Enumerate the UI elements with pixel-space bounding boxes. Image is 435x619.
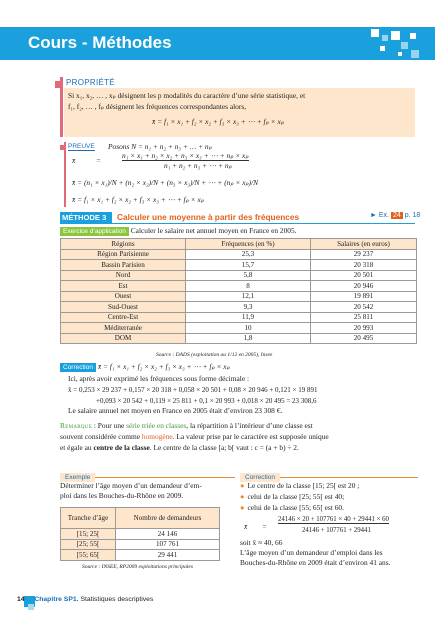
remarque-line xyxy=(60,442,415,453)
demandeurs-cell: 29 441 xyxy=(116,550,220,561)
salaire-cell: 20 542 xyxy=(311,302,417,313)
region-cell: Bassin Parisien xyxy=(61,260,186,271)
region-cell: Est xyxy=(61,281,186,292)
remarque-text: et égale au xyxy=(60,443,94,452)
chapter-label: Chapitre SP1. xyxy=(34,596,79,603)
salaire-cell: 19 891 xyxy=(311,291,417,302)
correction-line2: x̄ = 0,253 × 29 237 + 0,157 × 20 318 + 0,058 × 20 501 + 0,08 × 20 946 + 0,121 × 19 891 xyxy=(68,386,318,394)
frequence-cell: 10 xyxy=(186,323,311,334)
correction-row xyxy=(60,362,230,373)
region-cell: Ouest xyxy=(61,291,186,302)
correction2-bullet xyxy=(240,481,418,491)
footer-square xyxy=(28,604,34,610)
region-cell: Sud-Ouest xyxy=(61,302,186,313)
correction2-bullet xyxy=(240,492,418,502)
exemple-tag: Exemple xyxy=(60,473,95,482)
preuve-bar xyxy=(64,142,66,207)
correction2-tag: Correction xyxy=(240,473,280,482)
remarque-keyword: centre de la classe xyxy=(93,443,150,452)
region-cell: Centre-Est xyxy=(61,312,186,323)
preuve-line3: x̄ = f₁ × x₁ + f₂ × x₂ + f₃ × x₃ + ⋯ + fₚ × xₚ xyxy=(72,195,204,204)
decor-square xyxy=(398,52,402,56)
fraction-denominator: 24146 + 107761 + 29441 xyxy=(302,527,371,534)
salaire-cell: 20 501 xyxy=(311,270,417,281)
frequence-cell: 9,3 xyxy=(186,302,311,313)
remarque-text: souvent considérée comme xyxy=(60,432,142,441)
remarque-label: Remarque xyxy=(60,421,93,430)
region-cell: Nord xyxy=(61,270,186,281)
frequence-cell: 1,8 xyxy=(186,333,311,344)
table-row xyxy=(61,529,220,540)
salaire-cell: 29 237 xyxy=(311,249,417,260)
remarque-line xyxy=(60,420,415,431)
column-header: Fréquences (en %) xyxy=(186,239,311,250)
table-row xyxy=(61,312,417,323)
preuve-line2: x̄ = (n₁ × x₁)/N + (n₂ × x₂)/N + (n₃ × x₃)/N + ⋯ + (nₚ × xₚ)/N xyxy=(72,178,259,187)
correction-line4: Le salaire annuel net moyen en France en 2005 était d’environ 23 308 €. xyxy=(68,406,283,415)
salaire-cell: 20 993 xyxy=(311,323,417,334)
table-row xyxy=(61,302,417,313)
methode-rule xyxy=(60,223,415,224)
correction2-line4: L’âge moyen d’un demandeur d’emploi dans les xyxy=(240,548,383,557)
correction-tag: Correction xyxy=(60,363,96,372)
column-header: Régions xyxy=(61,239,186,250)
correction2-header xyxy=(240,466,418,481)
exemple-panel xyxy=(60,466,235,586)
decor-square xyxy=(380,46,385,51)
remarque-keyword: homogène xyxy=(141,432,173,441)
remarque-text: , la répartition à l’intérieur d’une classe est xyxy=(186,421,313,430)
correction2-fraction xyxy=(240,516,418,538)
correction2-bullet-text: Le centre de la classe [15; 25[ est 20 ; xyxy=(247,481,360,490)
table-header-row xyxy=(61,508,220,529)
decor-square xyxy=(411,50,419,58)
page-title: Cours - Méthodes xyxy=(28,33,172,52)
methode-label: MÉTHODE 3 xyxy=(62,213,107,222)
correction2-bullet-text: celui de la classe [55; 65[ est 60. xyxy=(247,503,344,512)
table-source: Source : DADS (exploitation au 1/12 en 2005), Insee xyxy=(156,352,273,358)
preuve-denominator: n₁ + n₂ + n₃ + ⋯ + nₚ xyxy=(164,161,232,170)
decor-square xyxy=(401,42,408,49)
equals-sign: = xyxy=(262,522,267,531)
table-row xyxy=(61,333,417,344)
correction2-bullet xyxy=(240,503,418,513)
table-row xyxy=(61,323,417,334)
column-header: Tranche d’âge xyxy=(61,508,116,529)
demandeurs-cell: 24 146 xyxy=(116,529,220,540)
table-row xyxy=(61,550,220,561)
preuve-xbar-1: x̄ xyxy=(72,156,76,165)
arrow-right-icon: ► xyxy=(370,212,377,219)
exref-prefix: Ex. xyxy=(378,212,390,219)
correction-line3: +0,093 × 20 542 + 0,119 × 25 811 + 0,1 × 20 993 + 0,018 × 20 495 = 23 308,6 xyxy=(96,397,317,405)
methode-title: Calculer une moyenne à partir des fréquences xyxy=(117,212,300,222)
correction-formula: x̄ = f₁ × x₁ + f₂ × x₂ + f₃ × x₃ + ⋯ + fₚ × xₚ xyxy=(97,362,230,371)
table-row xyxy=(61,260,417,271)
exemple-line1: Déterminer l’âge moyen d’un demandeur d’em- xyxy=(60,481,202,490)
region-cell: Méditerranée xyxy=(61,323,186,334)
exemple-header xyxy=(60,466,235,481)
salaire-cell: 20 318 xyxy=(311,260,417,271)
correction2-bullet-text: celui de la classe [25; 55[ est 40; xyxy=(247,492,345,501)
correction2-soit: soit x̄ ≈ 40, 66 xyxy=(240,538,283,547)
remarque-text: . Le centre de la classe [a; b[ vaut : c = (a + b) ÷ 2. xyxy=(149,443,299,452)
tranche-cell: [15; 25[ xyxy=(61,529,116,540)
demandeurs-cell: 107 761 xyxy=(116,539,220,550)
page-footer xyxy=(17,596,153,603)
exercice-row xyxy=(60,226,297,237)
decor-square xyxy=(371,29,379,37)
exercise-reference[interactable] xyxy=(370,212,420,219)
bullet-icon: ● xyxy=(240,503,245,512)
propriete-marker xyxy=(55,81,62,88)
propriete-line2: f₁, f₂, … , fₚ désignent les fréquences correspondantes alors, xyxy=(68,102,247,111)
preuve-label: PREUVE xyxy=(68,143,95,150)
frequence-cell: 12,1 xyxy=(186,291,311,302)
bullet-icon: ● xyxy=(240,481,245,490)
table-row xyxy=(61,291,417,302)
chapter-subject: Statistiques descriptives xyxy=(80,596,154,603)
preuve-numerator: n₁ × x₁ + n₂ × x₂ + n₃ × x₃ + ⋯ + nₚ × xₚ xyxy=(122,151,249,160)
salaire-cell: 20 495 xyxy=(311,333,417,344)
exercice-text: Calculer le salaire net annuel moyen en France en 2005. xyxy=(130,226,297,235)
frequence-cell: 5,8 xyxy=(186,270,311,281)
regions-table xyxy=(60,238,417,344)
exemple-line2: ploi dans les Bouches-du-Rhône en 2009. xyxy=(60,491,184,500)
exercice-tag: Exercice d’application xyxy=(60,227,129,236)
preuve-intro: Posons N = n₁ + n₂ + n₃ + … + nₚ xyxy=(108,142,212,151)
remarque-keyword: série triée en classes xyxy=(126,421,187,430)
salaire-cell: 25 811 xyxy=(311,312,417,323)
tranche-cell: [55; 65[ xyxy=(61,550,116,561)
decor-square xyxy=(391,31,400,40)
correction2-line5: Bouches-du-Rhône en 2009 était d’environ 41 ans. xyxy=(240,558,391,567)
remarque-text: : Pour une xyxy=(92,421,127,430)
column-header: Salaires (en euros) xyxy=(311,239,417,250)
column-header: Nombre de demandeurs xyxy=(116,508,220,529)
table-header-row xyxy=(61,239,417,250)
page-number: 14 xyxy=(17,596,25,603)
exref-number: 24 xyxy=(392,212,401,219)
decor-square xyxy=(410,33,416,39)
frequence-cell: 25,3 xyxy=(186,249,311,260)
salaire-cell: 20 946 xyxy=(311,281,417,292)
propriete-line1: Si x₁, x₂, … , xₚ désignent les p modalités du caractère d’une série statistique, et xyxy=(68,91,306,100)
frequence-cell: 8 xyxy=(186,281,311,292)
age-table-source: Source : INSEE, RP2009 exploitations principales xyxy=(82,563,193,570)
exref-suffix: p. 18 xyxy=(404,212,421,219)
frequence-cell: 15,7 xyxy=(186,260,311,271)
age-table xyxy=(60,507,220,561)
table-row xyxy=(61,249,417,260)
decor-square xyxy=(382,35,388,41)
remarque-text: . La valeur prise par le caractère est supposée unique xyxy=(172,432,329,441)
region-cell: DOM xyxy=(61,333,186,344)
table-row xyxy=(61,539,220,550)
preuve-eq-1: = xyxy=(96,156,101,165)
frequence-cell: 11,9 xyxy=(186,312,311,323)
correction-line1: Ici, après avoir exprimé les fréquences sous forme décimale : xyxy=(68,374,249,383)
fraction-numerator: 24146 × 20 + 107761 × 40 + 29441 × 60 xyxy=(278,516,389,523)
region-cell: Région Parisienne xyxy=(61,249,186,260)
propriete-label: PROPRIÉTÉ xyxy=(66,78,115,87)
remarque-block xyxy=(60,420,415,453)
xbar-symbol: x̄ xyxy=(244,522,248,531)
remarque-line xyxy=(60,431,415,442)
correction2-panel xyxy=(240,466,418,586)
bullet-icon: ● xyxy=(240,492,245,501)
tranche-cell: [25; 55[ xyxy=(61,539,116,550)
table-row xyxy=(61,270,417,281)
table-row xyxy=(61,281,417,292)
propriete-formula: x̄ = f₁ × x₁ + f₂ × x₂ + f₃ × x₃ + ⋯ + fₚ × xₚ xyxy=(152,117,284,126)
preuve-marker xyxy=(60,145,65,150)
